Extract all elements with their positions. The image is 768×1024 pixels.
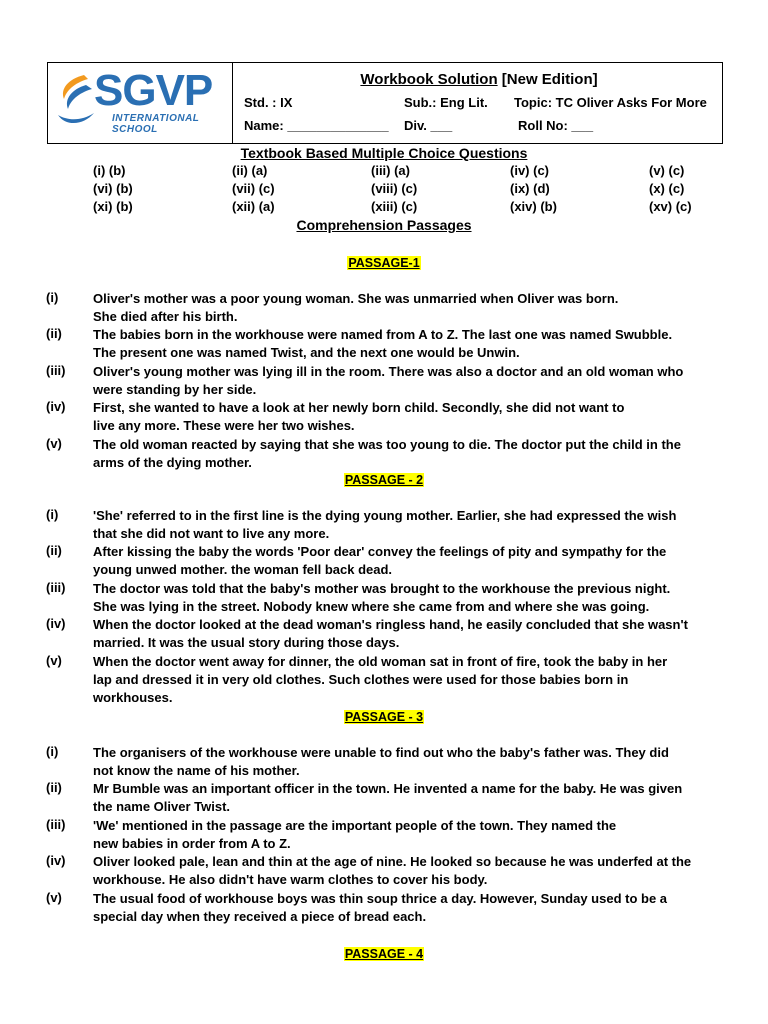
answer-number: (ii) bbox=[46, 326, 62, 342]
mcq-answer: (i) (b) bbox=[93, 163, 126, 178]
answer-text bbox=[93, 853, 723, 889]
answer-line: 'She' referred to in the first line is the dying young mother. Earlier, she had expressed the wish bbox=[93, 508, 677, 523]
answer-number: (v) bbox=[46, 889, 62, 905]
answer-line: young unwed mother. the woman fell back dead. bbox=[93, 562, 393, 578]
passage-label: PASSAGE-1 bbox=[348, 256, 420, 270]
answer-line: that she did not want to live any more. bbox=[93, 526, 330, 541]
answer-line: arms of the dying mother. bbox=[93, 454, 252, 470]
answer-number: (v) bbox=[46, 435, 62, 451]
logo-text: SGVP bbox=[94, 66, 213, 115]
answer-line: First, she wanted to have a look at her newly born child. Secondly, she did not want to bbox=[93, 400, 625, 416]
answer-text bbox=[93, 543, 723, 579]
subject-field: Sub.: Eng Lit. bbox=[404, 95, 488, 110]
mcq-answer: (vii) (c) bbox=[232, 181, 275, 196]
answer-line: live any more. These were her two wishes. bbox=[93, 418, 355, 434]
answer-text bbox=[93, 780, 723, 816]
answer-text bbox=[93, 817, 723, 853]
answer-number: (iii) bbox=[46, 579, 66, 595]
answer-number: (iii) bbox=[46, 816, 66, 832]
answer-number: (iv) bbox=[46, 399, 66, 415]
answer-text bbox=[93, 653, 723, 707]
answer-line: She died after his birth. bbox=[93, 309, 238, 324]
answer-line: 'We' mentioned in the passage are the important people of the town. They named the bbox=[93, 817, 617, 833]
answer-line: The usual food of workhouse boys was thin soup thrice a day. However, Sunday used to be a bbox=[93, 890, 668, 906]
answer-number: (iii) bbox=[46, 362, 66, 378]
logo-subtitle: INTERNATIONAL SCHOOL bbox=[112, 113, 200, 135]
answer-line: workhouse. He also didn't have warm clothes to cover his body. bbox=[93, 872, 488, 888]
answer-line: Oliver's young mother was lying ill in the room. There was also a doctor and an old woman who bbox=[93, 363, 684, 379]
school-logo bbox=[48, 63, 233, 143]
mcq-answer: (xi) (b) bbox=[93, 199, 133, 214]
answer-text bbox=[93, 436, 723, 472]
answer-line: special day when they received a piece of bread each. bbox=[93, 908, 427, 924]
answer-number: (ii) bbox=[46, 543, 62, 559]
mcq-answer: (xiii) (c) bbox=[371, 199, 418, 214]
mcq-answer: (iv) (c) bbox=[510, 163, 549, 178]
passage-label: PASSAGE - 2 bbox=[344, 473, 424, 487]
mcq-answer: (viii) (c) bbox=[371, 181, 418, 196]
passage-label: PASSAGE - 4 bbox=[344, 947, 424, 961]
answer-text bbox=[93, 507, 723, 543]
mcq-answer: (vi) (b) bbox=[93, 181, 133, 196]
answer-number: (v) bbox=[46, 652, 62, 668]
mcq-answer: (v) (c) bbox=[649, 163, 685, 178]
answer-number: (ii) bbox=[46, 780, 62, 796]
answer-text bbox=[93, 363, 723, 399]
header-box bbox=[47, 62, 723, 144]
mcq-answer: (ii) (a) bbox=[232, 163, 268, 178]
answer-text bbox=[93, 616, 723, 652]
answer-line: Mr Bumble was an important officer in the town. He invented a name for the baby. He was given bbox=[93, 781, 683, 797]
answer-line: lap and dressed it in very old clothes. Such clothes were used for those babies born in bbox=[93, 671, 629, 687]
answer-text bbox=[93, 326, 723, 362]
answer-line: She was lying in the street. Nobody knew where she came from and where she was going. bbox=[93, 598, 650, 614]
answer-number: (i) bbox=[46, 290, 59, 305]
mcq-answer: (xii) (a) bbox=[232, 199, 275, 214]
answer-number: (iv) bbox=[46, 616, 66, 632]
answer-text bbox=[93, 580, 723, 616]
comprehension-title: Comprehension Passages bbox=[296, 217, 472, 233]
answer-line: The present one was named Twist, and the next one would be Unwin. bbox=[93, 345, 520, 361]
answer-line: The organisers of the workhouse were unable to find out who the baby's father was. They did bbox=[93, 745, 669, 760]
answer-number: (iv) bbox=[46, 853, 66, 869]
mcq-answer: (iii) (a) bbox=[371, 163, 410, 178]
answer-line: the name Oliver Twist. bbox=[93, 799, 231, 815]
mcq-answer: (xv) (c) bbox=[649, 199, 692, 214]
answer-line: When the doctor went away for dinner, the old woman sat in front of fire, took the baby in her bbox=[93, 653, 668, 669]
answer-line: When the doctor looked at the dead woman's ringless hand, he easily concluded that she wasn't bbox=[93, 617, 688, 633]
mcq-answer: (xiv) (b) bbox=[510, 199, 557, 214]
mcq-title: Textbook Based Multiple Choice Questions bbox=[240, 145, 528, 161]
answer-line: The doctor was told that the baby's mother was brought to the workhouse the previous night. bbox=[93, 580, 671, 596]
mcq-answer: (x) (c) bbox=[649, 181, 685, 196]
answer-line: not know the name of his mother. bbox=[93, 763, 300, 778]
answer-line: The old woman reacted by saying that she was too young to die. The doctor put the child in the bbox=[93, 436, 681, 452]
workbook-title: Workbook Solution [New Edition] bbox=[360, 71, 598, 88]
answer-line: After kissing the baby the words 'Poor dear' convey the feelings of pity and sympathy for the bbox=[93, 544, 667, 560]
answer-line: workhouses. bbox=[93, 689, 173, 705]
div-field: Div. ___ bbox=[404, 118, 453, 133]
std-field: Std. : IX bbox=[244, 95, 293, 110]
answer-text bbox=[93, 890, 723, 926]
answer-line: new babies in order from A to Z. bbox=[93, 835, 291, 851]
answer-text bbox=[93, 399, 723, 435]
topic-field: Topic: TC Oliver Asks For More bbox=[514, 95, 707, 110]
answer-line: Oliver looked pale, lean and thin at the age of nine. He looked so because he was underfed at the bbox=[93, 854, 692, 870]
answer-line: were standing by her side. bbox=[93, 381, 257, 397]
roll-field: Roll No: ___ bbox=[518, 118, 594, 133]
answer-line: married. It was the usual story during those days. bbox=[93, 635, 400, 651]
answer-text bbox=[93, 744, 723, 780]
mcq-answer: (ix) (d) bbox=[510, 181, 550, 196]
answer-line: The babies born in the workhouse were named from A to Z. The last one was named Swubble. bbox=[93, 327, 673, 343]
passage-label: PASSAGE - 3 bbox=[344, 710, 424, 724]
answer-line: Oliver's mother was a poor young woman. She was unmarried when Oliver was born. bbox=[93, 291, 619, 306]
name-field: Name: ______________ bbox=[244, 118, 389, 133]
answer-text bbox=[93, 290, 723, 326]
answer-number: (i) bbox=[46, 744, 59, 759]
answer-number: (i) bbox=[46, 507, 59, 522]
